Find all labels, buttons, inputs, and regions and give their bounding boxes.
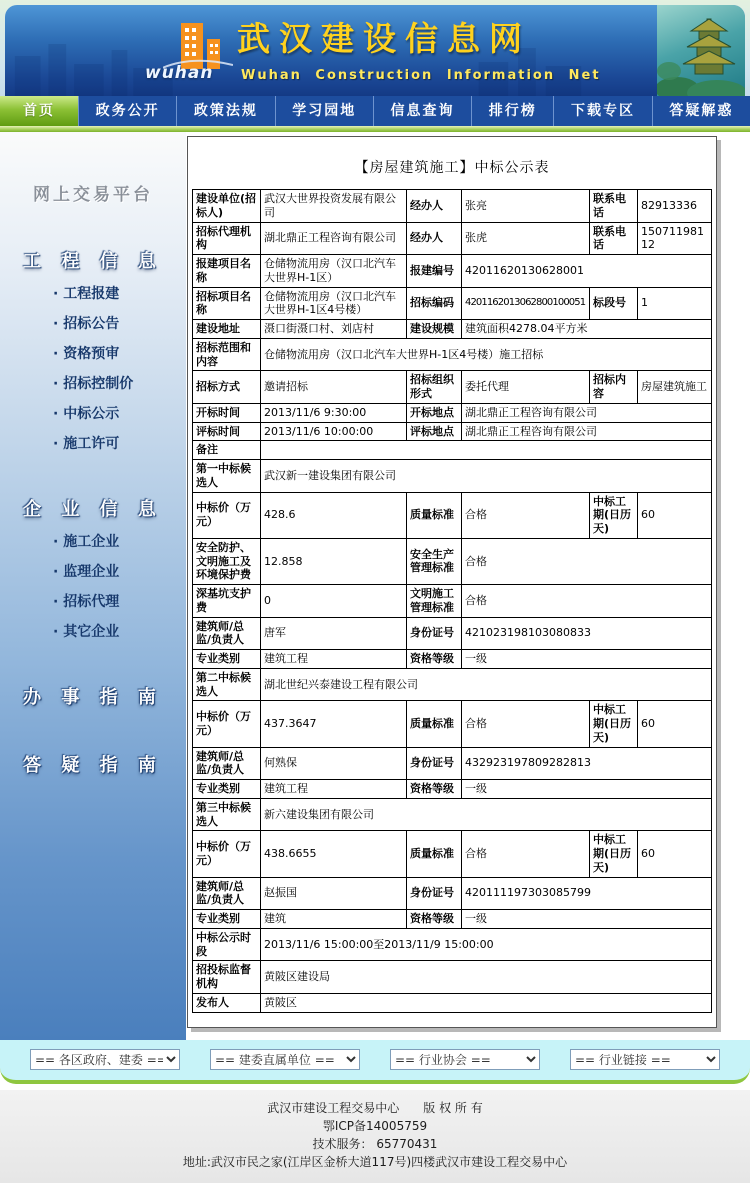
table-value: 60 — [638, 831, 712, 877]
table-value: 张虎 — [462, 222, 590, 255]
table-value: 1 — [638, 287, 712, 320]
table-value: 委托代理 — [462, 371, 590, 404]
table-label: 安全生产管理标准 — [407, 538, 462, 584]
table-label: 质量标准 — [407, 701, 462, 747]
table-value: 42011620130628001 — [462, 255, 712, 288]
table-label: 中标价（万元） — [193, 492, 261, 538]
table-label: 报建编号 — [407, 255, 462, 288]
table-row — [193, 190, 712, 223]
table-row — [193, 441, 712, 460]
table-value: 新六建设集团有限公司 — [261, 798, 712, 831]
table-row — [193, 492, 712, 538]
table-row — [193, 222, 712, 255]
table-row — [193, 747, 712, 780]
sidebar-item-0-1[interactable]: · 招标公告 — [53, 316, 120, 332]
site-header — [0, 0, 750, 96]
sidebar-section-title-3: 答 疑 指 南 — [23, 755, 163, 776]
logo-script-text: wuhan — [145, 63, 214, 83]
table-value: 湖北世纪兴泰建设工程有限公司 — [261, 668, 712, 701]
nav-tab-2[interactable]: 政策法规 — [176, 96, 274, 126]
table-value: 黄陂区 — [261, 993, 712, 1012]
table-row — [193, 993, 712, 1012]
table-row — [193, 287, 712, 320]
table-value: 437.3647 — [261, 701, 407, 747]
table-label: 建设规模 — [407, 320, 462, 339]
table-label: 专业类别 — [193, 910, 261, 929]
footer-line-1: 鄂ICP备14005759 — [322, 1118, 428, 1133]
table-row — [193, 371, 712, 404]
table-label: 备注 — [193, 441, 261, 460]
table-value: 滠口街滠口村、刘店村 — [261, 320, 407, 339]
table-value: 82913336 — [638, 190, 712, 223]
table-label: 招投标监督机构 — [193, 961, 261, 994]
footer-line-2: 技术服务： 65770431 — [312, 1136, 438, 1151]
nav-tab-3[interactable]: 学习园地 — [275, 96, 373, 126]
table-value: 湖北鼎正工程咨询有限公司 — [261, 222, 407, 255]
table-row — [193, 460, 712, 493]
sidebar-item-1-2[interactable]: · 招标代理 — [53, 594, 120, 610]
footer — [0, 1090, 750, 1183]
sidebar-item-0-5[interactable]: · 施工许可 — [53, 436, 120, 452]
table-label: 联系电话 — [590, 190, 638, 223]
sidebar-section-title-0: 工 程 信 息 — [23, 251, 163, 272]
table-value: 黄陂区建设局 — [261, 961, 712, 994]
sidebar-section-title-1: 企 业 信 息 — [23, 499, 163, 520]
table-value: 2013/11/6 9:30:00 — [261, 403, 407, 422]
table-label: 中标公示时段 — [193, 928, 261, 961]
table-value: 一级 — [462, 780, 712, 799]
table-label: 中标工期(日历天) — [590, 831, 638, 877]
table-value: 合格 — [462, 701, 590, 747]
table-label: 经办人 — [407, 222, 462, 255]
table-value: 仓储物流用房（汉口北汽车大世界H-1区） — [261, 255, 407, 288]
table-label: 招标编码 — [407, 287, 462, 320]
table-value: 421023198103080833 — [462, 617, 712, 650]
site-title: 武汉建设信息网 — [237, 19, 531, 58]
table-label: 文明施工管理标准 — [407, 585, 462, 618]
table-value: 一级 — [462, 910, 712, 929]
table-row — [193, 585, 712, 618]
table-label: 深基坑支护费 — [193, 585, 261, 618]
table-row — [193, 701, 712, 747]
table-value: 0 — [261, 585, 407, 618]
table-label: 发布人 — [193, 993, 261, 1012]
sidebar-item-0-2[interactable]: · 资格预审 — [53, 346, 120, 362]
table-value: 420111197303085799 — [462, 877, 712, 910]
header-banner — [5, 5, 745, 96]
table-label: 第二中标候选人 — [193, 668, 261, 701]
table-label: 身份证号 — [407, 877, 462, 910]
table-label: 经办人 — [407, 190, 462, 223]
site-logo — [145, 13, 233, 91]
table-row — [193, 780, 712, 799]
table-label: 联系电话 — [590, 222, 638, 255]
notice-table — [192, 189, 712, 1013]
table-value: 2013/11/6 10:00:00 — [261, 422, 407, 441]
table-label: 质量标准 — [407, 831, 462, 877]
table-label: 招标组织形式 — [407, 371, 462, 404]
nav-tab-4[interactable]: 信息查询 — [373, 96, 471, 126]
pagoda-image — [657, 5, 745, 96]
table-label: 专业类别 — [193, 650, 261, 669]
nav-tab-0[interactable]: 首页 — [0, 96, 78, 126]
table-label: 中标价（万元） — [193, 831, 261, 877]
sidebar-sections — [0, 247, 186, 777]
nav-tab-1[interactable]: 政务公开 — [78, 96, 176, 126]
table-label: 资格等级 — [407, 650, 462, 669]
table-row — [193, 422, 712, 441]
table-value: 赵振国 — [261, 877, 407, 910]
table-value: 湖北鼎正工程咨询有限公司 — [462, 422, 712, 441]
footer-line-0: 武汉市建设工程交易中心 版 权 所 有 — [267, 1100, 483, 1115]
table-label: 评标时间 — [193, 422, 261, 441]
table-label: 招标内容 — [590, 371, 638, 404]
table-label: 招标方式 — [193, 371, 261, 404]
table-label: 建筑师/总监/负责人 — [193, 617, 261, 650]
table-label: 招标范围和内容 — [193, 338, 261, 371]
table-row — [193, 961, 712, 994]
table-label: 开标时间 — [193, 403, 261, 422]
table-row — [193, 320, 712, 339]
table-value: 12.858 — [261, 538, 407, 584]
table-value: 合格 — [462, 492, 590, 538]
sidebar-item-1-0[interactable]: · 施工企业 — [53, 534, 120, 550]
platform-title: 网上交易平台 — [33, 185, 153, 205]
site-subtitle: Wuhan Construction Information Net — [241, 68, 601, 83]
main-nav — [0, 96, 750, 126]
table-row — [193, 255, 712, 288]
table-value — [261, 441, 712, 460]
table-value: 唐军 — [261, 617, 407, 650]
table-value: 60 — [638, 701, 712, 747]
table-value: 428.6 — [261, 492, 407, 538]
table-value: 合格 — [462, 831, 590, 877]
notice-panel — [187, 136, 717, 1028]
table-label: 资格等级 — [407, 910, 462, 929]
table-row — [193, 538, 712, 584]
table-value: 武汉新一建设集团有限公司 — [261, 460, 712, 493]
table-row — [193, 798, 712, 831]
sidebar — [0, 132, 186, 1040]
table-label: 评标地点 — [407, 422, 462, 441]
table-label: 招标代理机构 — [193, 222, 261, 255]
table-label: 中标价（万元） — [193, 701, 261, 747]
table-value: 建筑 — [261, 910, 407, 929]
content-area — [186, 132, 750, 1040]
table-value: 建筑工程 — [261, 650, 407, 669]
table-value: 何熟保 — [261, 747, 407, 780]
sidebar-item-1-1[interactable]: · 监理企业 — [53, 564, 120, 580]
table-label: 标段号 — [590, 287, 638, 320]
table-value: 仓储物流用房（汉口北汽车大世界H-1区4号楼）施工招标 — [261, 338, 712, 371]
site-titles — [237, 13, 601, 83]
table-row — [193, 403, 712, 422]
table-label: 建设单位(招标人) — [193, 190, 261, 223]
table-label: 中标工期(日历天) — [590, 701, 638, 747]
table-value: 一级 — [462, 650, 712, 669]
table-label: 身份证号 — [407, 747, 462, 780]
table-row — [193, 928, 712, 961]
table-value: 60 — [638, 492, 712, 538]
table-row — [193, 877, 712, 910]
table-value: 张亮 — [462, 190, 590, 223]
table-value: 2013/11/6 15:00:00至2013/11/9 15:00:00 — [261, 928, 712, 961]
table-value: 仓储物流用房（汉口北汽车大世界H-1区4号楼） — [261, 287, 407, 320]
table-value: 湖北鼎正工程咨询有限公司 — [462, 403, 712, 422]
nav-tab-7[interactable]: 答疑解惑 — [652, 96, 750, 126]
table-row — [193, 617, 712, 650]
table-value: 4201162013062800100051 — [462, 287, 590, 320]
table-label: 第一中标候选人 — [193, 460, 261, 493]
links-bar — [0, 1040, 750, 1084]
nav-tab-5[interactable]: 排行榜 — [471, 96, 553, 126]
table-value: 邀请招标 — [261, 371, 407, 404]
sidebar-item-0-4[interactable]: · 中标公示 — [53, 406, 120, 422]
table-row — [193, 910, 712, 929]
table-value: 合格 — [462, 585, 712, 618]
footer-line-3: 地址:武汉市民之家(江岸区金桥大道117号)四楼武汉市建设工程交易中心 — [182, 1154, 568, 1169]
table-value: 建筑面积4278.04平方米 — [462, 320, 712, 339]
sidebar-section-title-2: 办 事 指 南 — [23, 687, 163, 708]
table-row — [193, 668, 712, 701]
table-label: 报建项目名称 — [193, 255, 261, 288]
table-value: 合格 — [462, 538, 712, 584]
table-row — [193, 338, 712, 371]
table-label: 开标地点 — [407, 403, 462, 422]
table-label: 身份证号 — [407, 617, 462, 650]
sidebar-item-1-3[interactable]: · 其它企业 — [53, 624, 120, 640]
table-label: 中标工期(日历天) — [590, 492, 638, 538]
main-area — [0, 132, 750, 1040]
table-value: 武汉大世界投资发展有限公司 — [261, 190, 407, 223]
nav-tab-6[interactable]: 下载专区 — [553, 96, 651, 126]
links-select-0[interactable] — [30, 1049, 180, 1070]
table-label: 建筑师/总监/负责人 — [193, 747, 261, 780]
table-label: 安全防护、文明施工及环境保护费 — [193, 538, 261, 584]
table-row — [193, 650, 712, 669]
sidebar-item-0-0[interactable]: · 工程报建 — [53, 286, 120, 302]
table-label: 专业类别 — [193, 780, 261, 799]
links-select-1[interactable] — [210, 1049, 360, 1070]
table-label: 质量标准 — [407, 492, 462, 538]
table-label: 招标项目名称 — [193, 287, 261, 320]
table-label: 建筑师/总监/负责人 — [193, 877, 261, 910]
table-label: 第三中标候选人 — [193, 798, 261, 831]
table-value: 438.6655 — [261, 831, 407, 877]
sidebar-item-0-3[interactable]: · 招标控制价 — [53, 376, 134, 392]
table-value: 15071198112 — [638, 222, 712, 255]
links-select-2[interactable] — [390, 1049, 540, 1070]
table-row — [193, 831, 712, 877]
table-label: 建设地址 — [193, 320, 261, 339]
table-value: 房屋建筑施工 — [638, 371, 712, 404]
table-label: 资格等级 — [407, 780, 462, 799]
table-title: 【房屋建筑施工】中标公示表 — [354, 160, 550, 176]
table-value: 建筑工程 — [261, 780, 407, 799]
table-value: 432923197809282813 — [462, 747, 712, 780]
links-select-3[interactable] — [570, 1049, 720, 1070]
